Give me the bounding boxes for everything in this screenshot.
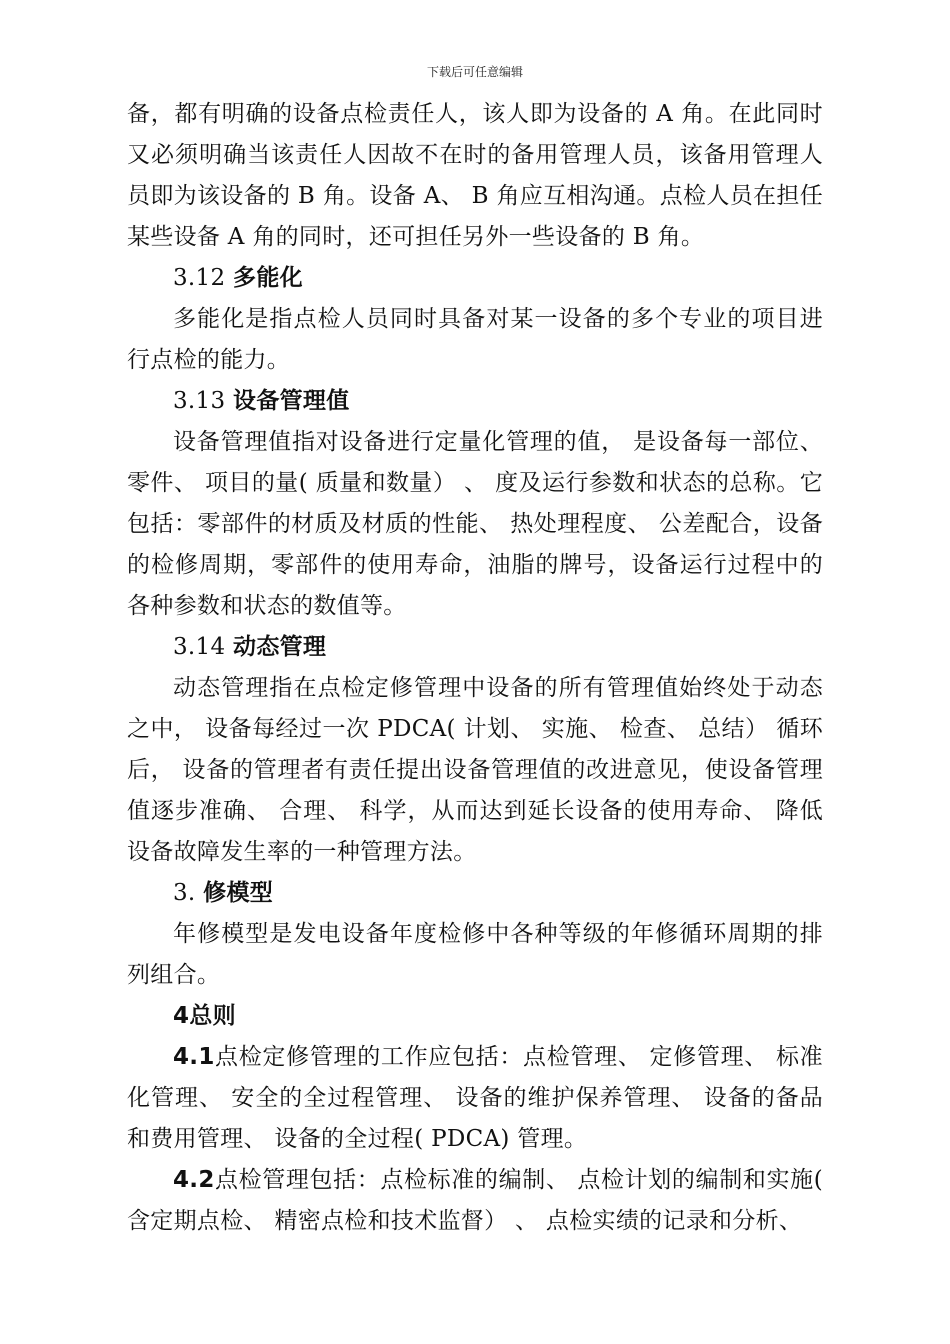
section-heading-3-12 (127, 258, 823, 299)
paragraph-multi-skill: 多能化是指点检人员同时具备对某一设备的多个专业的项目进行点检的能力。 (127, 306, 823, 373)
section-number: 4 (173, 1003, 190, 1029)
clause-number: 4.2 (173, 1167, 215, 1193)
paragraph-ab-role: 备，都有明确的设备点检责任人，该人即为设备的 A 角。在此同时又必须明确当该责任人因故不在时的备用管理人员，该备用管理人员即为该设备的 B 角。设备 A、 B 角应互相沟通。点检人员在担任某些设备 A 角的同时，还可担任另外一些设备的 B 角。 (127, 101, 823, 250)
section-heading-3-15 (127, 873, 823, 914)
paragraph-management-value: 设备管理值指对设备进行定量化管理的值， 是设备每一部位、 零件、 项目的量( 质量和数量） 、 度及运行参数和状态的总称。它包括：零部件的材质及材质的性能、 热处理程度、 公差配合，设备的检修周期，零部件的使用寿命，油脂的牌号，设备运行过程中的各种参数和状态的数值等。 (127, 429, 823, 619)
section-title: 总则 (189, 1003, 236, 1029)
clause-text: 点检定修管理的工作应包括：点检管理、 定修管理、 标准化管理、 安全的全过程管理、 设备的维护保养管理、 设备的备品和费用管理、 设备的全过程( PDCA) 管理。 (127, 1044, 823, 1152)
section-heading-3-13 (127, 381, 823, 422)
section-number: 3. (173, 880, 204, 906)
section-title: 多能化 (233, 265, 303, 291)
section-number: 3.12 (173, 265, 234, 291)
clause-text: 点检管理包括：点检标准的编制、 点检计划的编制和实施( 含定期点检、 精密点检和技术监督） 、 点检实绩的记录和分析、 (127, 1167, 823, 1234)
paragraph-4-2 (127, 1160, 823, 1242)
section-heading-3-14 (127, 627, 823, 668)
section-number: 3.13 (173, 388, 234, 414)
section-title: 动态管理 (233, 634, 327, 660)
paragraph-4-1 (127, 1037, 823, 1160)
paragraph-dynamic-management: 动态管理指在点检定修管理中设备的所有管理值始终处于动态之中， 设备每经过一次 PDCA( 计划、 实施、 检查、 总结） 循环后， 设备的管理者有责任提出设备管理值的改进意见，使设备管理值逐步准确、 合理、 科学，从而达到延长设备的使用寿命、 降低设备故障发生率的一种管理方法。 (127, 675, 823, 865)
document-body (127, 94, 823, 1242)
clause-number: 4.1 (173, 1044, 215, 1070)
section-title: 设备管理值 (233, 388, 350, 414)
section-number: 3.14 (173, 634, 234, 660)
page-header: 下载后可任意编辑 (426, 65, 523, 79)
paragraph-repair-model: 年修模型是发电设备年度检修中各种等级的年修循环周期的排列组合。 (127, 921, 823, 988)
section-heading-4 (127, 996, 823, 1037)
section-title: 修模型 (203, 880, 274, 906)
